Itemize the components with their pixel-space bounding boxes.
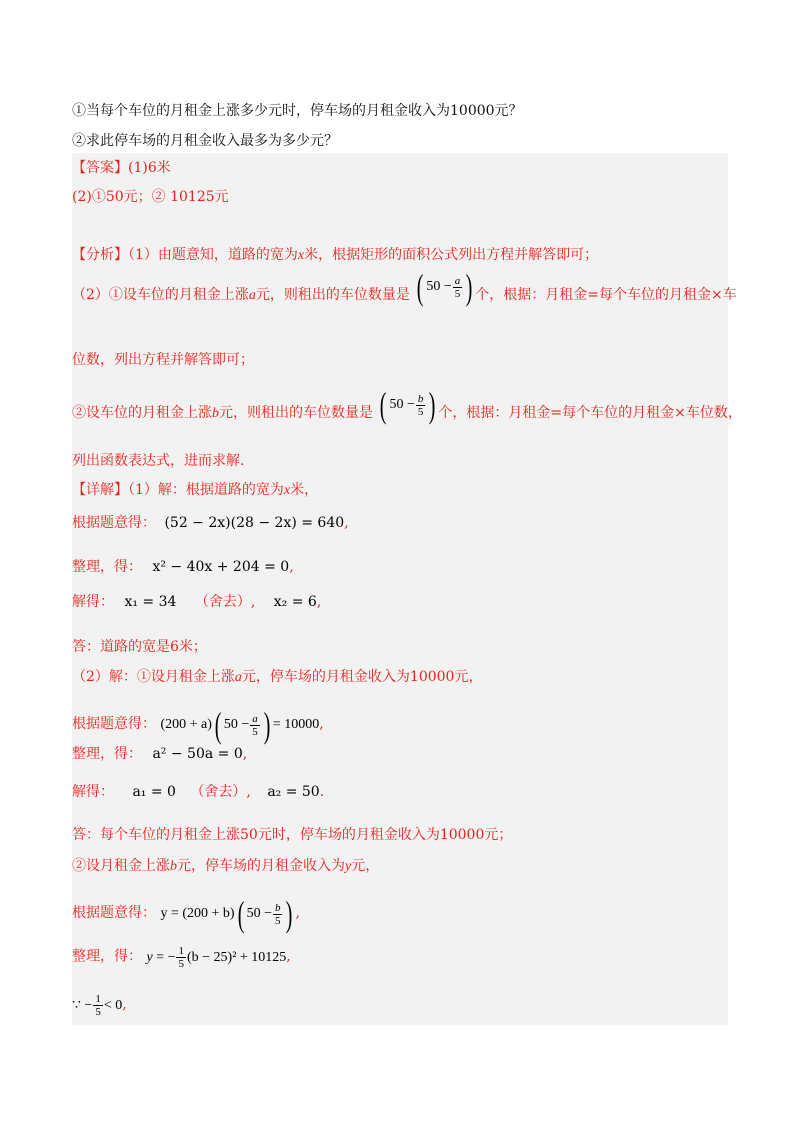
analysis-rent-expression-a: ( 50 − $\frac{a}{5}$ ) [417,267,473,307]
detail-line-12: 根据题意得： y = (200 + b) ( 50 − $\frac{b}{5}$ ) , [72,894,300,934]
detail-line-5: 答：道路的宽是6米； [72,639,207,655]
detail-line-10: 答：每个车位的月租金上涨50元时，停车场的月租金收入为10000元； [72,827,513,843]
analysis-line-5: 列出函数表达式，进而求解. [72,453,245,469]
equation-income-vertex: y = − $\frac{1}{5}$ (b − 25)² + 10125 [146,945,287,970]
detail-line-9: 解得： a₁ = 0 （舍去）, a₂ = 50. [72,784,325,800]
equation-income-a: (200 + a) ( 50 − $\frac{a}{5}$ ) = 10000 [160,705,320,745]
detail-line-3: 整理，得： x² − 40x + 204 = 0, [72,559,294,575]
detail-line-6: （2）解：①设月租金上涨a元，停车场的月租金收入为10000元， [72,669,483,685]
inequality-coefficient: ∵ − $\frac{1}{5}$ < 0 [72,993,123,1018]
detail-line-8: 整理，得： a² − 50a = 0, [72,746,248,762]
answer-line-2: (2)①50元；② 10125元 [72,189,229,205]
detail-line-4: 解得： x₁ = 34 （舍去）, x₂ = 6, [72,594,322,610]
analysis-line-1: 【分析】（1）由题意知，道路的宽为x米，根据矩形的面积公式列出方程并解答即可； [72,247,599,263]
equation-road-area: (52 − 2x)(28 − 2x) = 640 [164,515,345,531]
detail-line-7: 根据题意得： (200 + a) ( 50 − $\frac{a}{5}$ ) = 10000 , [72,705,324,745]
analysis-rent-expression-b: ( 50 − $\frac{b}{5}$ ) [380,385,436,425]
equation-income-b: y = (200 + b) ( 50 − $\frac{b}{5}$ ) [160,894,293,934]
analysis-line-2: （2）①设车位的月租金上涨a元，则租出的车位数量是 ( 50 − $\frac{a}{5}$ ) 个，根据：月租金=每个车位的月租金×车 [72,267,737,307]
detail-line-2: 根据题意得： (52 − 2x)(28 − 2x) = 640, [72,515,349,531]
detail-line-1: 【详解】（1）解：根据道路的宽为x米， [72,482,319,498]
analysis-line-4: ②设车位的月租金上涨b元，则租出的车位数量是 ( 50 − $\frac{b}{5}$ ) 个，根据：月租金=每个车位的月租金×车位数， [72,385,742,425]
detail-line-13: 整理，得： y = − $\frac{1}{5}$ (b − 25)² + 10125 , [72,945,291,970]
analysis-line-3: 位数，列出方程并解答即可； [72,352,254,368]
answer-line-1: 【答案】(1)6米 [72,160,171,176]
question-part-2: ②求此停车场的月租金收入最多为多少元？ [72,133,338,149]
question-part-1: ①当每个车位的月租金上涨多少元时，停车场的月租金收入为10000元？ [72,103,523,119]
detail-line-14: ∵ − $\frac{1}{5}$ < 0 , [72,993,127,1018]
equation-road-quadratic: x² − 40x + 204 = 0 [152,559,290,575]
detail-line-11: ②设月租金上涨b元，停车场的月租金收入为y元， [72,858,380,874]
